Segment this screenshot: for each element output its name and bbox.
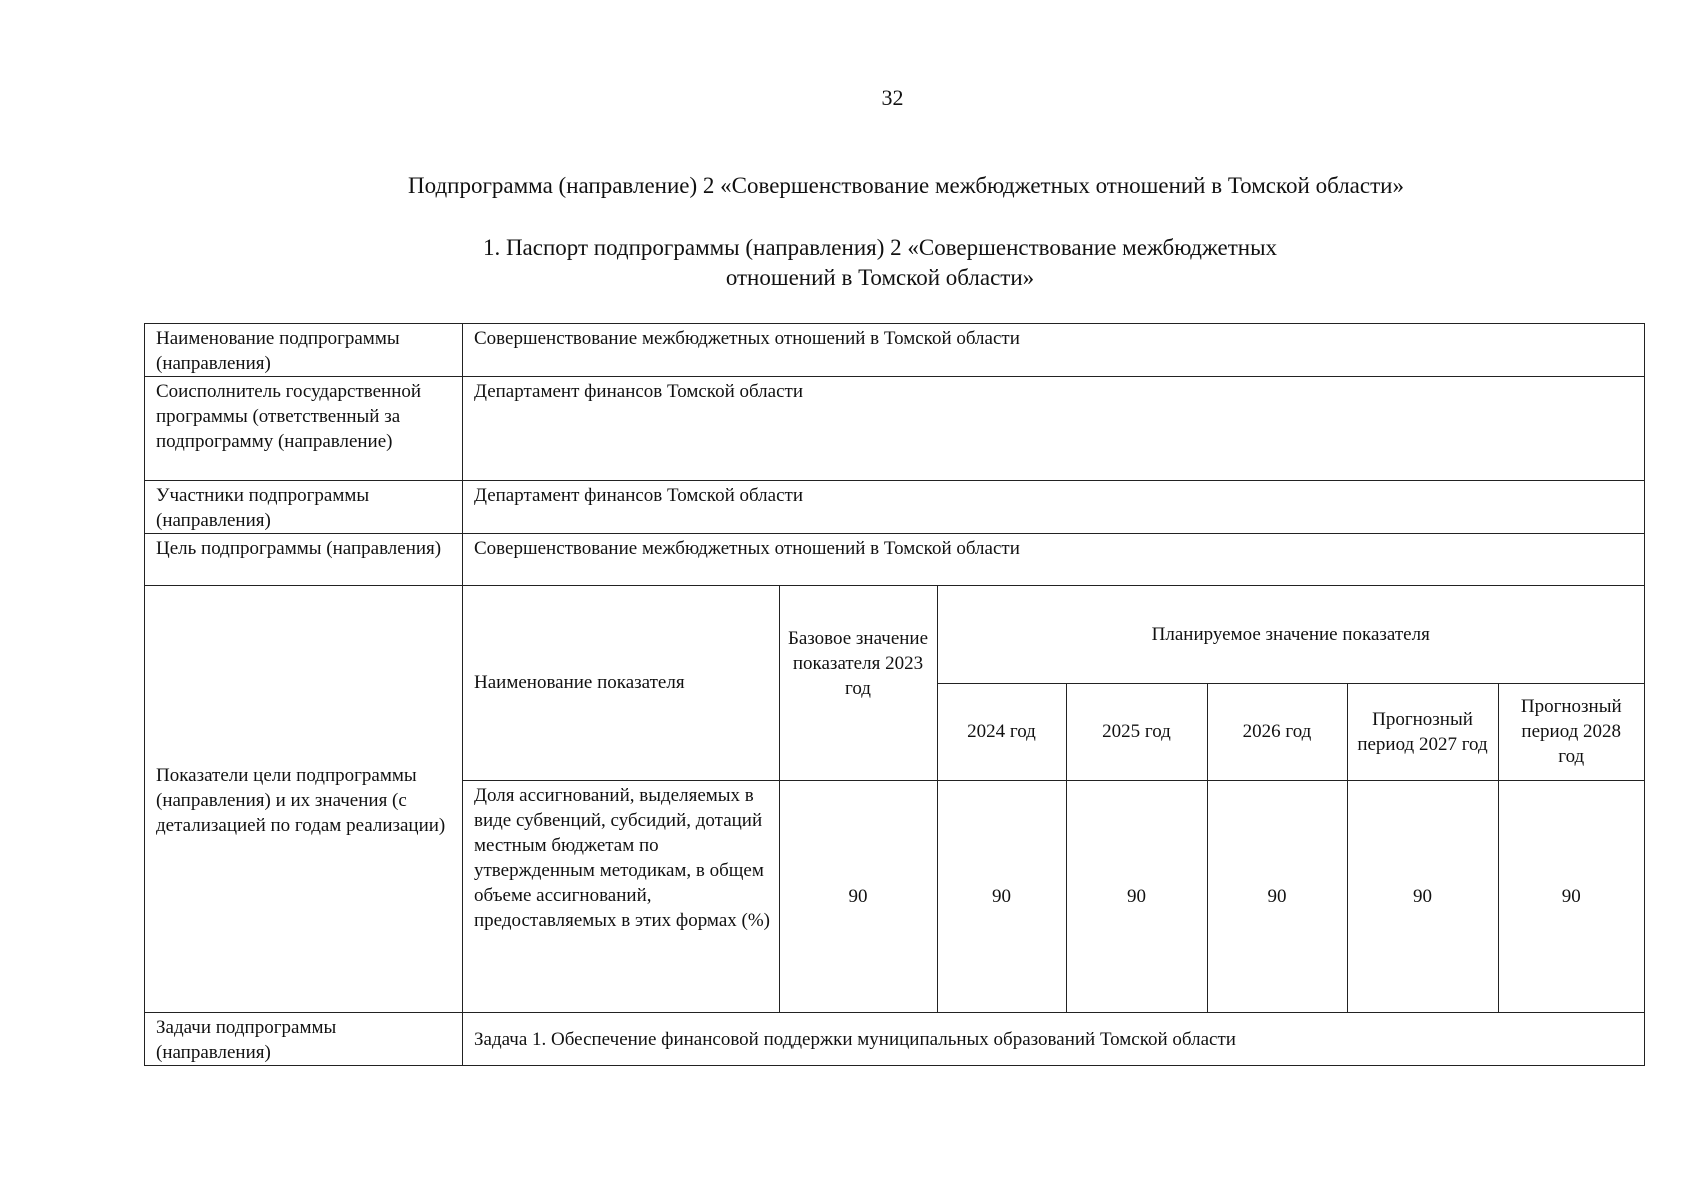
indicator-base-value: 90	[779, 780, 937, 1012]
passport-heading	[135, 233, 1625, 293]
indicators-cell	[463, 586, 1645, 1013]
indicator-value-2024: 90	[937, 780, 1066, 1012]
planned-value-header: Планируемое значение показателя	[937, 586, 1644, 683]
table-row	[145, 1013, 1645, 1066]
indicator-name: Доля ассигнований, выделяемых в виде субвенций, субсидий, дотаций местным бюджетам по утвержденным методикам, в общем объеме ассигнований, предоставляемых в этих формах (%)	[463, 780, 779, 1012]
table-row	[145, 586, 1645, 1013]
table-row	[145, 377, 1645, 481]
subprogram-heading: Подпрограмма (направление) 2 «Совершенствование межбюджетных отношений в Томской области»	[408, 173, 1404, 198]
name-label: Наименование подпрограммы (направления)	[145, 324, 463, 377]
year-header-2026: 2026 год	[1207, 683, 1347, 780]
passport-heading-line1: 1. Паспорт подпрограммы (направления) 2 «Совершенствование межбюджетных	[482, 235, 1278, 260]
coexecutor-value: Департамент финансов Томской области	[463, 377, 1645, 481]
participants-label: Участники подпрограммы (направления)	[145, 481, 463, 534]
tasks-label: Задачи подпрограммы (направления)	[145, 1013, 463, 1066]
coexecutor-label: Соисполнитель государственной программы (ответственный за подпрограмму (направление)	[145, 377, 463, 481]
indicators-label: Показатели цели подпрограммы (направления) и их значения (с детализацией по годам реализации)	[145, 586, 463, 1013]
participants-value: Департамент финансов Томской области	[463, 481, 1645, 534]
indicator-value-2025: 90	[1066, 780, 1207, 1012]
indicator-value-2026: 90	[1207, 780, 1347, 1012]
table-row	[145, 324, 1645, 377]
passport-table	[144, 323, 1645, 1066]
goal-value: Совершенствование межбюджетных отношений в Томской области	[463, 534, 1645, 586]
year-header-2025: 2025 год	[1066, 683, 1207, 780]
year-header-2028: Прогнозный период 2028 год	[1498, 683, 1644, 780]
table-row	[463, 586, 1644, 683]
page-number: 32	[881, 85, 904, 110]
indicator-name-header: Наименование показателя	[463, 586, 779, 780]
indicators-table	[463, 586, 1644, 1012]
table-row	[145, 534, 1645, 586]
base-value-header: Базовое значение показателя 2023 год	[779, 586, 937, 780]
passport-heading-line2: отношений в Томской области»	[725, 265, 1035, 290]
name-value: Совершенствование межбюджетных отношений в Томской области	[463, 324, 1645, 377]
table-row	[145, 481, 1645, 534]
tasks-value: Задача 1. Обеспечение финансовой поддержки муниципальных образований Томской области	[463, 1013, 1645, 1066]
year-header-2027: Прогнозный период 2027 год	[1347, 683, 1498, 780]
goal-label: Цель подпрограммы (направления)	[145, 534, 463, 586]
indicator-value-2028: 90	[1498, 780, 1644, 1012]
table-row	[463, 780, 1644, 1012]
indicator-value-2027: 90	[1347, 780, 1498, 1012]
year-header-2024: 2024 год	[937, 683, 1066, 780]
